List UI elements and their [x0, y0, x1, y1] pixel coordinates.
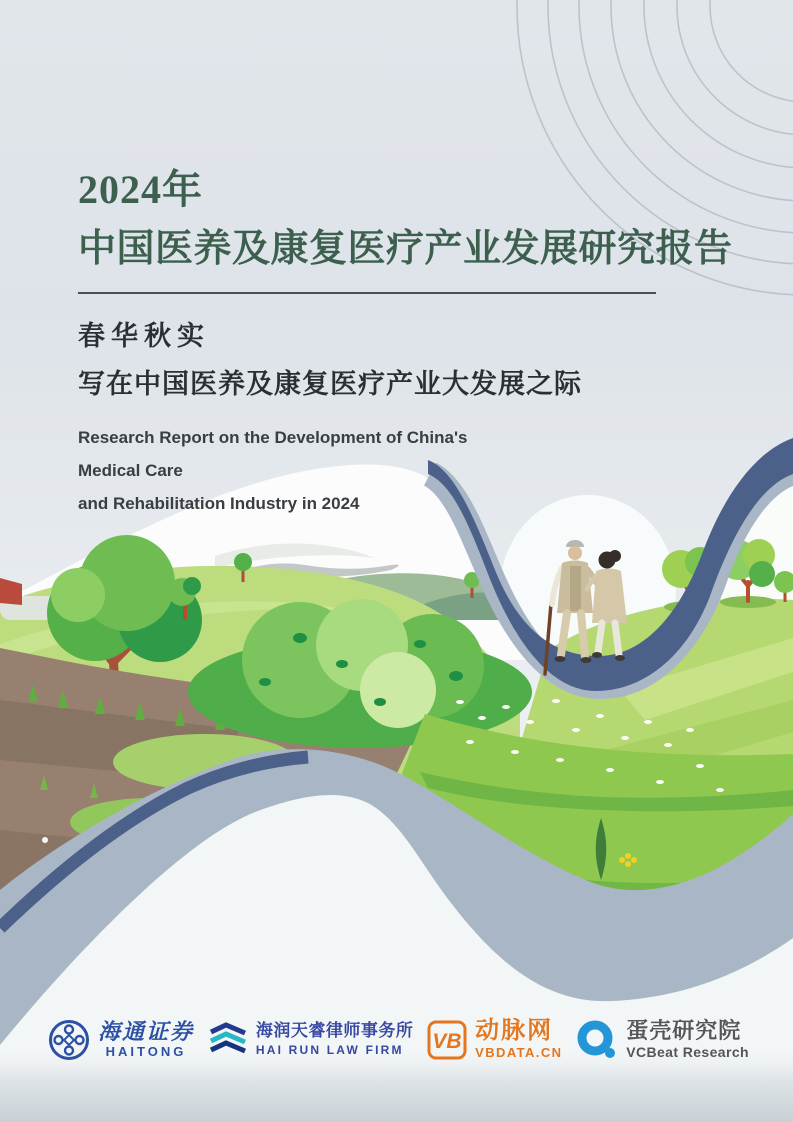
title-block [78, 167, 733, 520]
subtitle-cn-2: 写在中国医养及康复医疗产业大发展之际 [78, 369, 582, 399]
vbdata-logo-icon [427, 1020, 467, 1060]
logo-vbdata [427, 1019, 562, 1061]
footer-logo-row [48, 1008, 749, 1072]
hairun-name-en: HAI RUN LAW FIRM [255, 1042, 404, 1057]
subtitle-en-line1: Research Report on the Development of China's Medical Care [78, 428, 468, 481]
vbdata-name-cn: 动脉网 [475, 1017, 554, 1045]
subtitle-cn-1: 春华秋实 [78, 321, 210, 351]
title-year: 2024年 [78, 167, 203, 212]
svg-text:VB: VB [432, 1030, 462, 1053]
barn [0, 578, 22, 605]
logo-haitong [48, 1019, 194, 1061]
page-title: 中国医养及康复医疗产业发展研究报告 [78, 228, 733, 270]
subtitle-en [78, 421, 528, 520]
logo-vcbeat [576, 1019, 749, 1061]
vcbeat-logo-icon [576, 1019, 618, 1061]
vcbeat-name-cn: 蛋壳研究院 [626, 1017, 742, 1043]
hairun-logo-icon [208, 1022, 248, 1058]
subtitle-en-line2: and Rehabilitation Industry in 2024 [78, 494, 360, 514]
haitong-name-en: HAITONG [105, 1043, 187, 1059]
haitong-logo-icon [48, 1019, 90, 1061]
logo-hairun [208, 1022, 414, 1058]
vbdata-name-en: VBDATA.CN [475, 1045, 563, 1061]
haitong-name-cn: 海通证券 [98, 1018, 195, 1044]
hairun-name-cn: 海润天睿律师事务所 [255, 1020, 414, 1040]
title-divider [78, 292, 656, 294]
vcbeat-name-en: VCBeat Research [626, 1043, 749, 1060]
